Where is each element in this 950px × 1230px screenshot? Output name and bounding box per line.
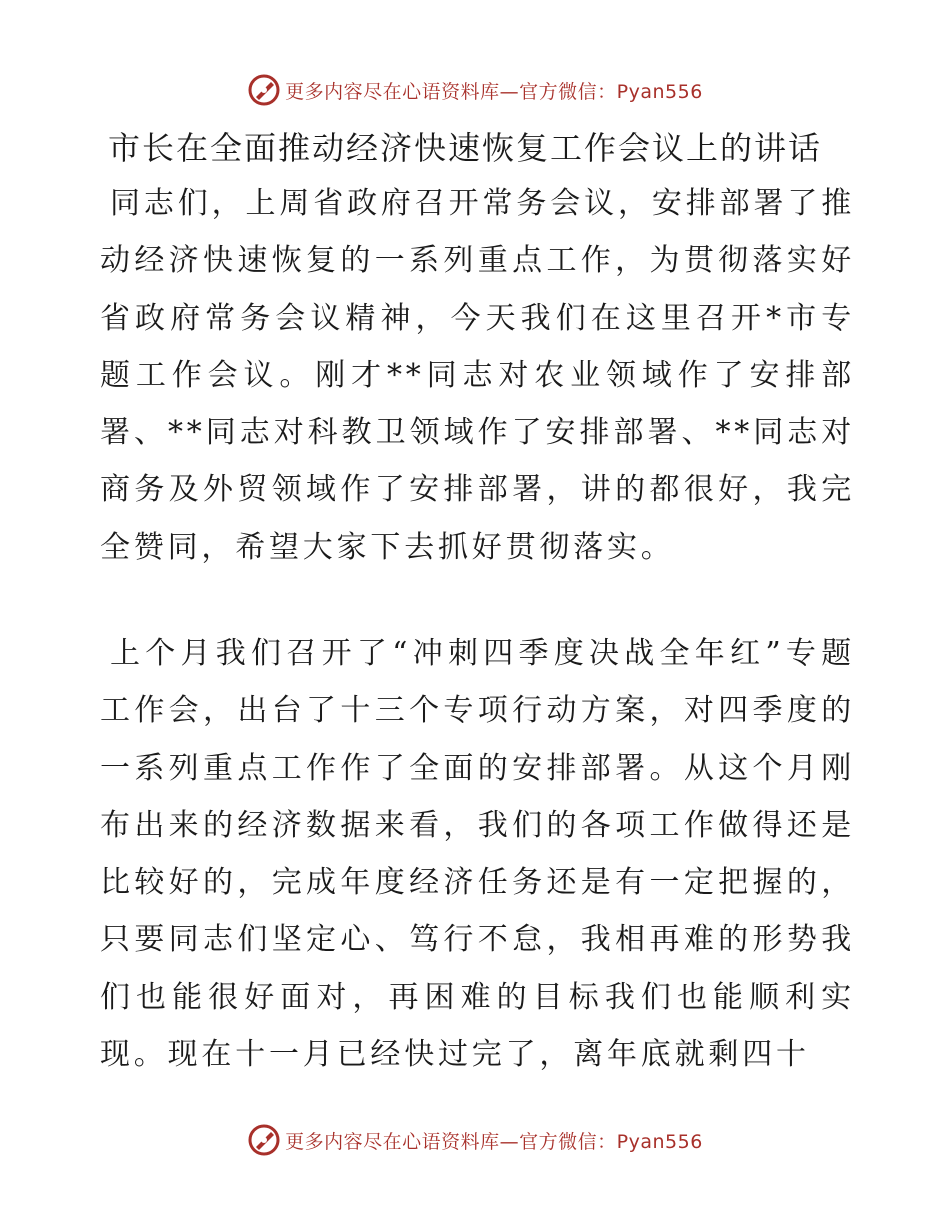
pen-circle-logo-icon bbox=[247, 1123, 281, 1157]
header-banner bbox=[0, 70, 950, 110]
banner-text: 更多内容尽在心语资料库—官方微信：Pyan556 bbox=[285, 1130, 703, 1153]
page-title: 市长在全面推动经济快速恢复工作会议上的讲话 bbox=[108, 129, 823, 167]
pen-circle-logo-icon bbox=[247, 73, 281, 107]
paragraph: 上个月我们召开了“冲刺四季度决战全年红”专题工作会，出台了十三个专项行动方案，对四季度的一系列重点工作作了全面的安排部署。从这个月刚布出来的经济数据来看，我们的各项工作做得还是比较好的，完成年度经济任务还是有一定把握的，只要同志们坚定心、笃行不怠，我相再难的形势我们也能很好面对，再困难的目标我们也能顺利实现。现在十一月已经快过完了，离年底就剩四十 bbox=[100, 636, 855, 1073]
paragraph: 同志们，上周省政府召开常务会议，安排部署了推动经济快速恢复的一系列重点工作，为贯彻落实好省政府常务会议精神，今天我们在这里召开*市专题工作会议。刚才**同志对农业领域作了安排部署、**同志对科教卫领域作了安排部署、**同志对商务及外贸领域作了安排部署，讲的都很好，我完全赞同，希望大家下去抓好贯彻落实。 bbox=[100, 186, 855, 565]
footer-banner bbox=[0, 1120, 950, 1160]
banner-text: 更多内容尽在心语资料库—官方微信：Pyan556 bbox=[285, 80, 703, 103]
